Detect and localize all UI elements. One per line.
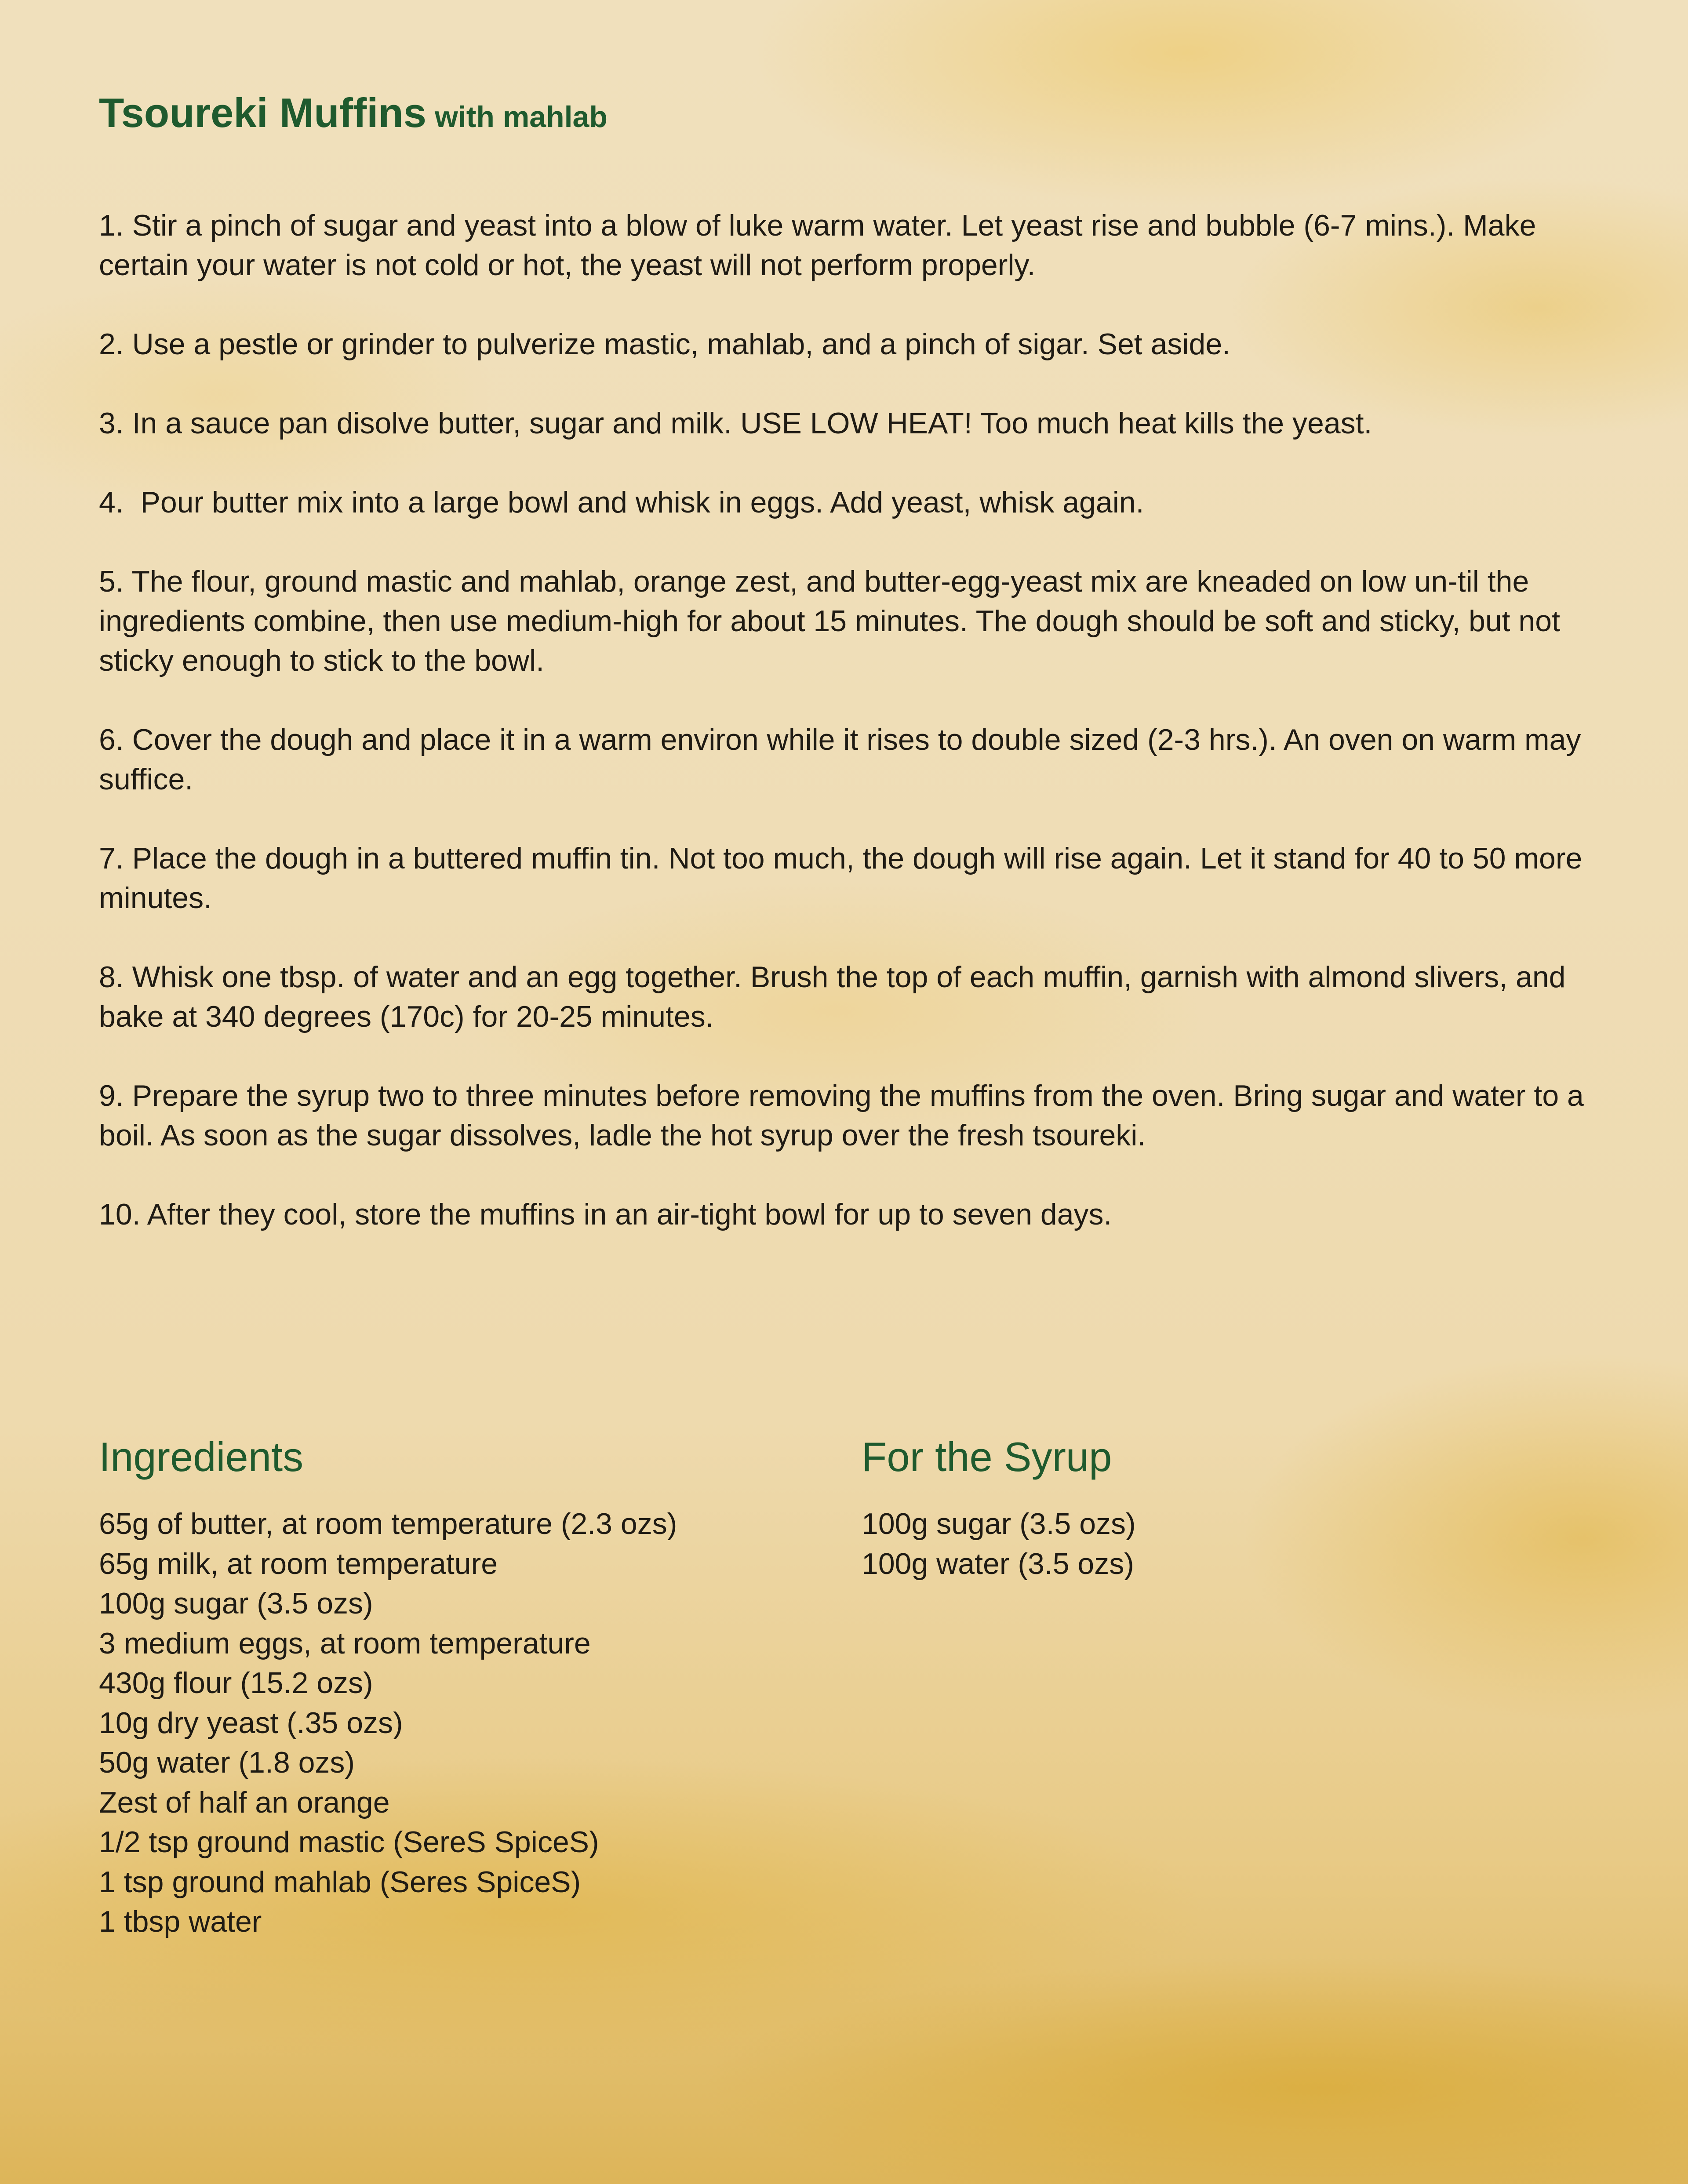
recipe-title-main: Tsoureki Muffins — [99, 90, 427, 136]
syrup-section — [862, 1433, 1521, 1584]
ingredient-item: 100g sugar (3.5 ozs) — [99, 1587, 373, 1620]
instruction-step-10: 10. After they cool, store the muffins in an air-tight bowl for up to seven days. — [99, 1198, 1112, 1232]
instruction-step-7: 7. Place the dough in a buttered muffin tin. Not too much, the dough will rise again. Let it stand for 40 to 50 more minutes. — [99, 842, 1582, 915]
syrup-item: 100g sugar (3.5 ozs) — [862, 1507, 1136, 1541]
ingredient-item: Zest of half an orange — [99, 1785, 390, 1819]
ingredient-item: 3 medium eggs, at room temperature — [99, 1626, 591, 1660]
instruction-step-9: 9. Prepare the syrup two to three minutes before removing the muffins from the oven. Bring sugar and water to a boil. As soon as the sugar dissolves, ladle the hot syrup over the fresh tsoureki. — [99, 1079, 1584, 1152]
instruction-step-2: 2. Use a pestle or grinder to pulverize mastic, mahlab, and a pinch of sigar. Set aside. — [99, 327, 1231, 361]
instruction-step-5: 5. The flour, ground mastic and mahlab, orange zest, and butter-egg-yeast mix are kneaded on low un-til the ingredients combine, then use medium-high for about 15 minutes. The dough should be soft and sticky, but not sticky enough to stick to the bowl. — [99, 565, 1560, 678]
instruction-step-1: 1. Stir a pinch of sugar and yeast into a blow of luke warm water. Let yeast rise and bubble (6-7 mins.). Make certain your water is not cold or hot, the yeast will not perform properly. — [99, 209, 1536, 282]
syrup-heading: For the Syrup — [862, 1434, 1112, 1480]
ingredient-item: 430g flour (15.2 ozs) — [99, 1666, 373, 1700]
instruction-step-3: 3. In a sauce pan disolve butter, sugar and milk. USE LOW HEAT! Too much heat kills the yeast. — [99, 407, 1372, 440]
instruction-step-6: 6. Cover the dough and place it in a warm environ while it rises to double sized (2-3 hrs.). An oven on warm may suffice. — [99, 723, 1581, 796]
ingredient-item: 50g water (1.8 ozs) — [99, 1746, 355, 1779]
ingredient-item: 1/2 tsp ground mastic (SereS SpiceS) — [99, 1825, 599, 1859]
syrup-item: 100g water (3.5 ozs) — [862, 1547, 1134, 1581]
syrup-list — [862, 1504, 1521, 1584]
ingredient-item: 1 tsp ground mahlab (Seres SpiceS) — [99, 1865, 581, 1899]
ingredients-heading: Ingredients — [99, 1434, 304, 1480]
ingredient-item: 1 tbsp water — [99, 1905, 262, 1938]
ingredient-item: 65g of butter, at room temperature (2.3 ozs) — [99, 1507, 677, 1541]
recipe-page — [99, 90, 1593, 1274]
recipe-title-sub: with mahlab — [434, 100, 608, 134]
instruction-step-4: 4. Pour butter mix into a large bowl and whisk in eggs. Add yeast, whisk again. — [99, 486, 1144, 520]
ingredients-list — [99, 1504, 846, 1942]
instruction-steps — [99, 206, 1593, 1234]
ingredient-item: 10g dry yeast (.35 ozs) — [99, 1706, 403, 1740]
recipe-title — [99, 90, 1593, 135]
instruction-step-8: 8. Whisk one tbsp. of water and an egg together. Brush the top of each muffin, garnish with almond slivers, and bake at 340 degrees (170c) for 20-25 minutes. — [99, 960, 1566, 1034]
ingredient-item: 65g milk, at room temperature — [99, 1547, 498, 1581]
ingredients-section — [99, 1433, 846, 1942]
